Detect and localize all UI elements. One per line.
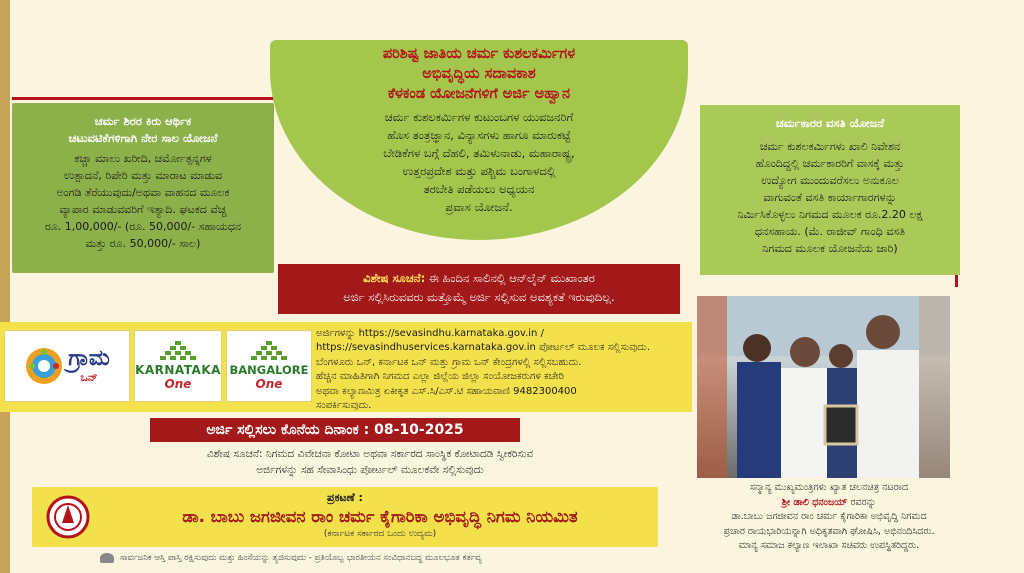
red-divider-top-left [12,97,274,100]
body-line: ಚರ್ಮ ಕುಶಲಕರ್ಮಿಗಳ ಕುಟುಂಬಗಳ ಯುವಜನರಿಗೆ [384,110,574,124]
left-border [0,0,10,573]
study-tour-scheme-arc [270,40,688,240]
direct-loan-scheme-panel [12,103,274,273]
grama-one-logo [4,330,130,402]
body-line: ರೂ. 1,00,000/- (ರೂ. 50,000/- ಸಹಾಯಧನ [44,220,242,233]
publisher-name: ಡಾ. ಬಾಬು ಜಗಜೀವನ ರಾಂ ಚರ್ಮ ಕೈಗಾರಿಕಾ ಅಭಿವೃದ್ಧಿ ನಿಗಮ ನಿಯಮಿತ [182,507,578,526]
study-tour-body [270,108,688,216]
caption-line [696,496,962,511]
footer-text: ಸಾರ್ವಜನಿಕ ಆಸ್ತಿ ಪಾಸ್ತಿ ರಕ್ಷಿಸುವುದು ಮತ್ತು ಹಿಂಸೆಯನ್ನು ತ್ಯಜಿಸುವುದು - ಪ್ರತಿಯೊಬ್ಬ ಭಾರತೀಯನ ಸಂವಿಧಾನಬದ್ಧ ಮೂಲಭೂತ ಕರ್ತವ್ಯ [120,553,482,563]
footer-note [100,551,660,565]
apply-line: ಅಥವಾ ಕಲ್ಯಾಣಮಿತ್ರ ಏಕೀಕೃತ ಎಸ್.ಸಿ/ಎಸ್.ಟಿ ಸಹಾಯವಾಣಿ 9482300400 [316,385,577,397]
karnataka-dots-icon [160,341,196,363]
bangalore-text: BANGALORE [229,363,309,377]
notice-line-2: ಅರ್ಜಿ ಸಲ್ಲಿಸಿರುವವರು ಮತ್ತೊಮ್ಮೆ ಅರ್ಜಿ ಸಲ್ಲಿಸುವ ಅವಶ್ಯಕತೆ ಇರುವುದಿಲ್ಲ. [343,290,615,304]
direct-loan-scheme-body [12,150,274,252]
body-line: ತರಬೇತಿ ಪಡೆಯಲು ಅಧ್ಯಯನ [423,182,535,196]
caption-line: ಪ್ರಚಾರ ರಾಯಭಾರಿಯನ್ನಾಗಿ ಅಧಿಕೃತವಾಗಿ ಘೋಷಿಸಿ, ಅಭಿನಂದಿಸಿದರು. [723,525,935,537]
special-notice-2 [60,446,680,478]
body-line: ವಾಗುವಂತೆ ವಸತಿ ಕಾರ್ಯಾಗಾರಗಳನ್ನು [763,191,897,204]
grama-wordmark [68,347,110,385]
apply-line: ಬೆಂಗಳೂರು ಒನ್, ಕರ್ನಾಟಕ ಒನ್ ಮತ್ತು ಗ್ರಾಮ ಒನ್ ಕೇಂದ್ರಗಳಲ್ಲಿ ಸಲ್ಲಿಸಬಹುದು. [316,356,582,368]
title-line: ಚಟುವಟಿಕೆಗಳಿಗಾಗಿ ನೇರ ಸಾಲ ಯೋಜನೆ [68,131,218,145]
body-line: ಧನಸಹಾಯ. (ಮೆ. ರಾಜೀವ್ ಗಾಂಧಿ ವಸತಿ [755,225,905,238]
body-line: ಉತ್ಪಾದನೆ, ರಿಪೇರಿ ಮತ್ತು ಮಾರಾಟ ಮಾಡುವ [63,169,223,182]
publisher-subtitle: (ಕರ್ನಾಟಕ ಸರ್ಕಾರದ ಒಂದು ಉದ್ಯಮ) [323,529,437,539]
body-line: ನಿರ್ಮಿಸಿಕೊಳ್ಳಲು ನಿಗಮದ ಮೂಲಕ ರೂ.2.20 ಲಕ್ಷ [737,208,923,221]
apply-instructions [316,327,690,413]
grama-wheel-icon [24,346,64,386]
housing-scheme-panel [700,105,960,275]
body-line: ಮತ್ತು ರೂ. 50,000/- ಸಾಲ) [85,237,201,250]
body-line: ಕಚ್ಚಾ ಮಾಲು ಖರೀದಿ, ಚರ್ಮೋತ್ಪನ್ನಗಳ [74,152,212,165]
bangalore-one-text: One [255,377,283,391]
special-notice-box [278,264,680,314]
apply-line: ಅರ್ಜಿಗಳನ್ನು https://sevasindhu.karnataka.gov.in / [316,328,544,339]
grama-sub: ಒನ್ [80,371,98,384]
special-notice-line: ಅರ್ಜಿಗಳನ್ನು ಸಹ ಸೇವಾಸಿಂಧು ಪೋರ್ಟಲ್ ಮೂಲಕವೇ ಸಲ್ಲಿಸುವುದು [256,464,484,476]
event-photo [697,296,950,478]
heading-line: ಅಭಿವೃದ್ಧಿಯ ಸದಾವಕಾಶ [422,66,536,82]
heading-line: ಕೆಳಕಂಡ ಯೋಜನೆಗಳಿಗೆ ಅರ್ಜಿ ಅಹ್ವಾನ [387,86,571,102]
actor-name: ಶ್ರೀ ಡಾಲಿ ಧನಂಜಯ್ [781,496,848,508]
caption-line: ಮಾನ್ಯ ಸಮಾಜ ಕಲ್ಯಾಣ ಇಲಾಖಾ ಸಚಿವರು ಉಪಸ್ಥಿತರಿದ್ದರು. [738,540,920,551]
body-line: ಪ್ರವಾಸ ಯೋಜನೆ. [445,200,513,214]
publisher-label: ಪ್ರಕಟಣೆ : [327,491,363,504]
last-date-banner: ಅರ್ಜಿ ಸಲ್ಲಿಸಲು ಕೊನೆಯ ದಿನಾಂಕ : 08-10-2025 [150,418,520,442]
body-line: ಬೇಡಿಕೆಗಳ ಬಗ್ಗೆ ದೆಹಲಿ, ತಮಿಳುನಾಡು, ಮಹಾರಾಷ್ಟ್ರ, [383,146,575,160]
body-line: ಹೊಂದಿದ್ದಲ್ಲಿ ಚರ್ಮಕಾರರಿಗೆ ವಾಸಕ್ಕೆ ಮತ್ತು [755,157,905,170]
publisher-box [32,487,658,547]
notice-line-1 [278,269,680,288]
body-line: ಉತ್ತರಪ್ರದೇಶ ಮತ್ತು ಪಶ್ಚಿಮ ಬಂಗಾಳದಲ್ಲಿ [402,164,556,178]
caption-text: ರವರನ್ನು [847,496,877,508]
karnataka-one-logo [134,330,222,402]
title-line: ಚರ್ಮ ಶಿರರ ಕಿರು ಆರ್ಥಿಕ [94,114,192,128]
body-line: ನಿಗಮದ ಮೂಲಕ ಯೋಜನೆಯ ಜಾರಿ) [762,242,898,255]
caption-line: ಸನ್ಮಾನ್ಯ ಮುಖ್ಯಮಂತ್ರಿಗಳು ಖ್ಯಾತ ಚಲನಚಿತ್ರ ನಟರಾದ [749,482,909,493]
main-heading [270,44,688,104]
photo-illustration [697,296,950,478]
bangalore-dots-icon [251,341,287,363]
body-line: ವ್ಯಾಪಾರ ಮಾಡುವವರಿಗೆ ಇತ್ಯಾದಿ. ಘಟಕದ ವೆಚ್ಚ [59,203,227,216]
notice-text: ಈ ಹಿಂದಿನ ಸಾಲಿನಲ್ಲಿ ಆನ್‌ಲೈನ್ ಮುಖಾಂತರ [428,271,595,285]
karnataka-text: KARNATAKA [135,363,221,377]
housing-scheme-title: ಚರ್ಮಕಾರರ ವಸತಿ ಯೋಜನೆ [775,116,885,130]
body-line: ಅಂಗಡಿ ತೆರೆಯುವುದು/ಅಥವಾ ವಾಹನದ ಮೂಲಕ [56,186,230,199]
notice-label: ವಿಶೇಷ ಸೂಚನೆ: [363,271,426,285]
photo-caption [696,481,962,554]
direct-loan-scheme-title [12,113,274,147]
emblem-icon [100,553,114,563]
heading-line: ಪರಿಶಿಷ್ಟ ಜಾತಿಯ ಚರ್ಮ ಕುಶಲಕರ್ಮಿಗಳ [382,46,576,62]
bangalore-one-logo [226,330,312,402]
special-notice-line: ವಿಶೇಷ ಸೂಚನೆ: ನಿಗಮದ ವಿವೇಚನಾ ಕೋಟಾ ಅಥವಾ ಸರ್ಕಾರದ ಸಾಂಸ್ಥಿಕ ಕೋಟಾದಡಿ ಸ್ವೀಕರಿಸುವ [206,448,534,460]
apply-line: ಸಂಪರ್ಕಿಸುವುದು. [316,400,372,412]
body-line: ಉದ್ಯೋಗ ಮುಂದುವರೆಸಲು ಅನುಕೂಲ [761,174,899,187]
housing-scheme-body [700,138,960,257]
apply-line: ಹೆಚ್ಚಿನ ಮಾಹಿತಿಗಾಗಿ ನಿಗಮದ ಎಲ್ಲಾ ಜಿಲ್ಲೆಯ ಜಿಲ್ಲಾ ಸಂಯೋಜಕರುಗಳ ಕಚೇರಿ [316,371,564,383]
body-line: ಚರ್ಮ ಕುಶಲಕರ್ಮಿಗಳು ಖಾಲಿ ನಿವೇಶನ [759,140,901,153]
apply-line: https://sevasindhuservices.karnataka.gov.in ಪೋರ್ಟಲ್ ಮೂಲಕ ಸಲ್ಲಿಸುವುದು. [316,342,651,354]
grama-text: ಗ್ರಾಮ [68,346,110,371]
caption-line: ಡಾ.ಬಾಬು ಜಗಜೀವನ ರಾಂ ಚರ್ಮ ಕೈಗಾರಿಕಾ ಅಭಿವೃದ್ಧಿ ನಿಗಮದ [731,511,927,522]
body-line: ಹೊಸ ತಂತ್ರಜ್ಞಾನ, ವಿನ್ಯಾಸಗಳು ಹಾಗೂ ಮಾರುಕಟ್ಟೆ [387,128,571,142]
karnataka-one-text: One [164,377,192,391]
